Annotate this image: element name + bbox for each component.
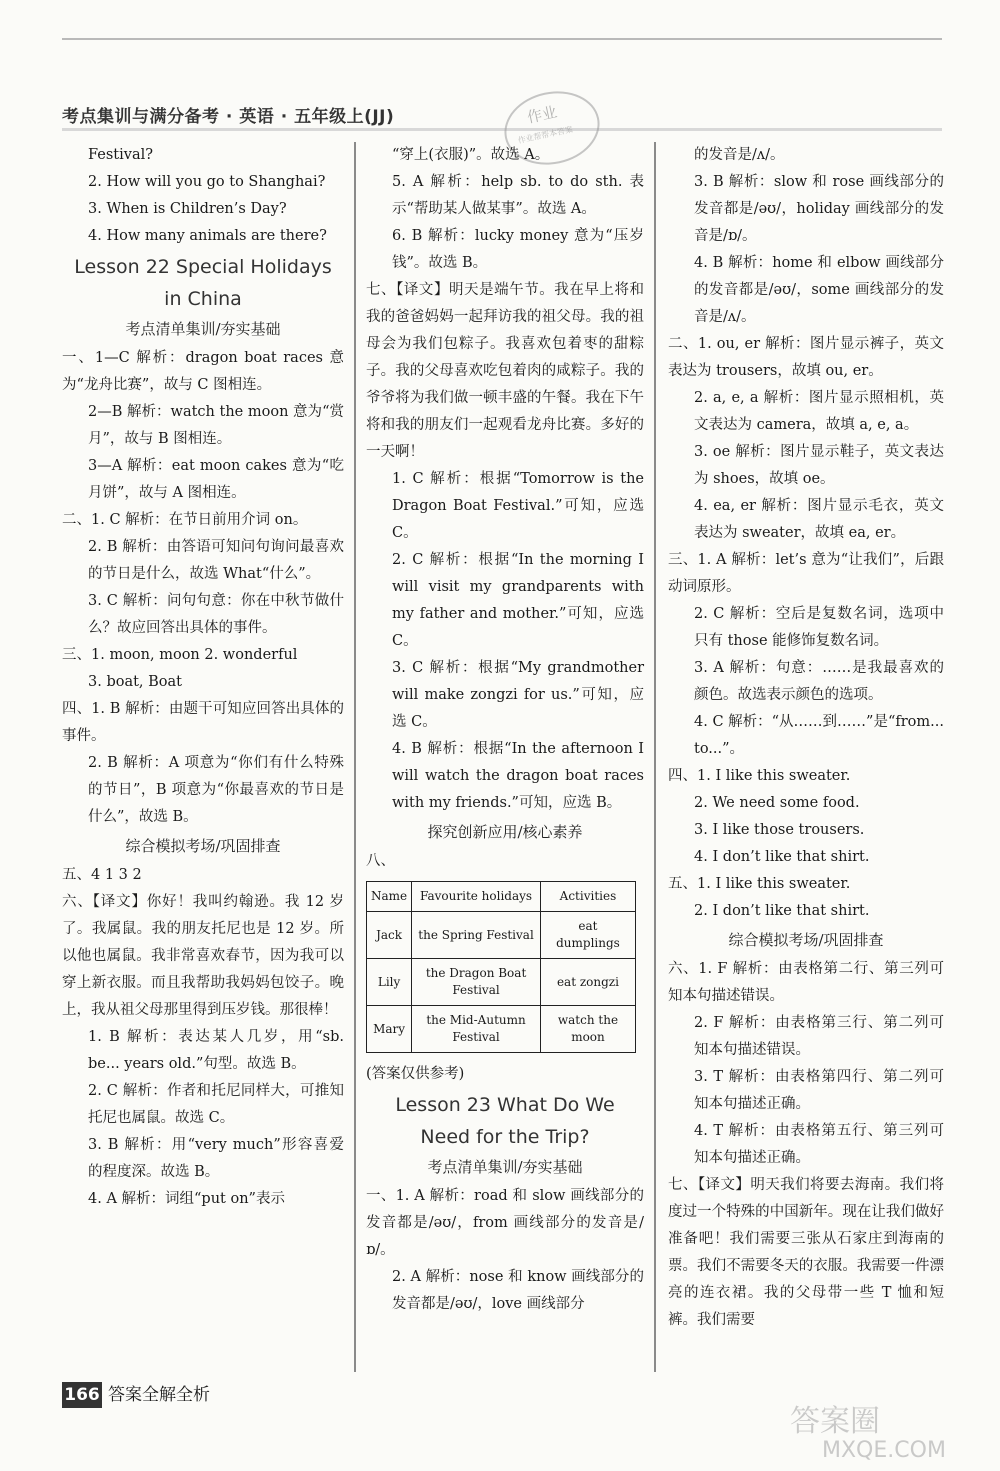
answer-line: 2. B 解析：由答语可知问句询问最喜欢的节日是什么，故选 What“什么”。	[88, 539, 344, 582]
answer-line: 5. A 解析：help sb. to do sth. 表示“帮助某人做某事”。故选 A。	[392, 174, 644, 217]
answer-line: 3—A 解析：eat moon cakes 意为“吃月饼”，故与 A 图相连。	[88, 458, 344, 501]
table-cell: Mary	[367, 1006, 412, 1053]
table-header: Name	[367, 882, 412, 912]
table-cell: the Mid-Autumn Festival	[412, 1006, 541, 1053]
running-title: 考点集训与满分备考 · 英语 · 五年级上(JJ)	[62, 107, 395, 127]
answer-line: 2. We need some food.	[694, 795, 860, 811]
answer-line: 四、1. I like this sweater.	[668, 768, 851, 784]
table-row	[367, 912, 636, 959]
answer-line: 2. A 解析：nose 和 know 画线部分的发音都是/əʊ/，love 画线部分	[392, 1269, 644, 1312]
table-header: Favourite holidays	[412, 882, 541, 912]
top-rule	[62, 38, 942, 40]
answer-line: 1. C 解析：根据“Tomorrow is the Dragon Boat Festival.”可知，应选 C。	[392, 471, 644, 541]
answer-line: 3. When is Children’s Day?	[88, 201, 287, 217]
stamp-title: 作业	[525, 102, 559, 127]
table-cell: Jack	[367, 912, 412, 959]
stamp-subtitle: 作业帮帮本答案	[516, 124, 574, 146]
answer-line: 3. C 解析：问句句意：你在中秋节做什么？故应回答出具体的事件。	[88, 593, 344, 636]
column-middle	[366, 142, 644, 1318]
answer-line: 2. I don’t like that shirt.	[694, 903, 870, 919]
answer-line: 二、1. C 解析：在节日前用介词 on。	[62, 512, 308, 528]
translation-paragraph: 七、【译文】明天是端午节。我在早上将和我的爸爸妈妈一起拜访我的祖父母。我的祖母会为我们包粽子。我喜欢包着枣的甜粽子。我的父母喜欢吃包着肉的咸粽子。我的爷爷将为我们做一顿丰盛的午餐。我在下午将和我的朋友们一起观看龙舟比赛。多好的一天啊！	[366, 282, 644, 460]
answer-line: “穿上(衣服)”。故选 A。	[392, 147, 550, 163]
section-heading: 考点清单集训/夯实基础	[427, 1158, 583, 1176]
header-rule	[62, 128, 942, 131]
answer-line: 2. C 解析：作者和托尼同样大，可推知托尼也属鼠。故选 C。	[88, 1083, 344, 1126]
table-cell: Lily	[367, 959, 412, 1006]
holiday-table	[366, 881, 636, 1053]
table-cell: eat dumplings	[540, 912, 635, 959]
lesson-title: Lesson 23 What Do We	[395, 1094, 615, 1116]
answer-line: 3. oe 解析：图片显示鞋子，英文表达为 shoes，故填 oe。	[694, 444, 944, 487]
answer-line: 3. A 解析：句意：……是我最喜欢的颜色。故选表示颜色的选项。	[694, 660, 944, 703]
answer-line: 2. How will you go to Shanghai?	[88, 174, 326, 190]
answer-line: 2. B 解析：A 项意为“你们有什么特殊的节日”，B 项意为“你最喜欢的节日是什么”，故选 B。	[88, 755, 344, 825]
answer-line: 3. I like those trousers.	[694, 822, 865, 838]
answer-line: 六、1. F 解析：由表格第二行、第三列可知本句描述错误。	[668, 961, 944, 1004]
translation-paragraph: 七、【译文】明天我们将要去海南。我们将度过一个特殊的中国新年。现在让我们做好准备吧！我们需要三张从石家庄到海南的票。我们不需要冬天的衣服。我需要一件漂亮的连衣裙。我的父母带一些 T 恤和短裤。我们需要	[668, 1177, 944, 1328]
answer-line: 6. B 解析：lucky money 意为“压岁钱”。故选 B。	[392, 228, 644, 271]
running-header	[62, 102, 942, 134]
answer-line: 五、1. I like this sweater.	[668, 876, 851, 892]
table-cell: the Spring Festival	[412, 912, 541, 959]
answer-line: 1. B 解析：表达某人几岁，用“sb. be... years old.”句型。故选 B。	[88, 1029, 344, 1072]
column-divider	[654, 142, 656, 1372]
answer-line: 2—B 解析：watch the moon 意为“赏月”，故与 B 图相连。	[88, 404, 344, 447]
section-heading: 综合模拟考场/巩固排查	[728, 931, 884, 949]
column-right	[668, 142, 944, 1334]
answer-line: 3. C 解析：根据“My grandmother will make zongzi for us.”可知，应选 C。	[392, 660, 644, 730]
answer-line: 2. a, e, a 解析：图片显示照相机，英文表达为 camera，故填 a, e, a。	[694, 390, 944, 433]
lesson-title: Lesson 22 Special Holidays	[74, 256, 332, 278]
answer-line: 2. C 解析：根据“In the morning I will visit my grandparents with my father and mother.”可知，应选 C。	[392, 552, 644, 649]
answer-line: 2. F 解析：由表格第三行、第二列可知本句描述错误。	[694, 1015, 944, 1058]
answer-line: 2. C 解析：空后是复数名词，选项中只有 those 能修饰复数名词。	[694, 606, 944, 649]
lesson-title-cont: Need for the Trip?	[420, 1126, 590, 1148]
table-row	[367, 959, 636, 1006]
table-cell: the Dragon Boat Festival	[412, 959, 541, 1006]
section-heading: 探究创新应用/核心素养	[427, 823, 583, 841]
answer-line: 4. C 解析：“从……到……”是“from... to...”。	[694, 714, 944, 757]
answer-line: 三、1. A 解析：let’s 意为“让我们”，后跟动词原形。	[668, 552, 944, 595]
reference-note: (答案仅供参考)	[366, 1066, 465, 1082]
answer-line: 3. B 解析：slow 和 rose 画线部分的发音都是/əʊ/，holiday 画线部分的发音是/ɒ/。	[694, 174, 944, 244]
answer-line: Festival?	[88, 147, 154, 163]
answer-line: 二、1. ou, er 解析：图片显示裤子，英文表达为 trousers，故填 ou, er。	[668, 336, 944, 379]
answer-line: 3. B 解析：用“very much”形容喜爱的程度深。故选 B。	[88, 1137, 344, 1180]
table-cell: watch the moon	[540, 1006, 635, 1053]
table-header-row	[367, 882, 636, 912]
section-heading: 考点清单集训/夯实基础	[125, 320, 281, 338]
answer-line: 4. I don’t like that shirt.	[694, 849, 870, 865]
page-number: 166	[62, 1382, 102, 1408]
column-left	[62, 142, 344, 1213]
table-cell: eat zongzi	[540, 959, 635, 1006]
watermark-logo: 答案圈	[790, 1404, 880, 1439]
answer-line: 一、1—C 解析：dragon boat races 意为“龙舟比赛”，故与 C 图相连。	[62, 350, 344, 393]
answer-line: 4. How many animals are there?	[88, 228, 327, 244]
question-number: 八、	[366, 853, 395, 869]
answer-line: 3. boat, Boat	[88, 674, 183, 690]
table-header: Activities	[540, 882, 635, 912]
footer-title: 答案全解全析	[108, 1385, 210, 1405]
answer-line: 的发音是/ʌ/。	[694, 147, 785, 163]
column-divider	[354, 142, 356, 1372]
answer-line: 4. ea, er 解析：图片显示毛衣，英文表达为 sweater，故填 ea, er。	[694, 498, 944, 541]
lesson-title-cont: in China	[164, 288, 242, 310]
answer-line: 4. T 解析：由表格第五行、第三列可知本句描述正确。	[694, 1123, 944, 1166]
watermark-url: MXQE.COM	[822, 1438, 946, 1463]
answer-line: 3. T 解析：由表格第四行、第二列可知本句描述正确。	[694, 1069, 944, 1112]
answer-line: 五、4 1 3 2	[62, 867, 142, 883]
answer-line: 四、1. B 解析：由题干可知应回答出具体的事件。	[62, 701, 344, 744]
answer-line: 一、1. A 解析：road 和 slow 画线部分的发音都是/əʊ/，from 画线部分的发音是/ɒ/。	[366, 1188, 644, 1258]
answer-line: 三、1. moon, moon 2. wonderful	[62, 647, 298, 663]
answer-line: 4. B 解析：home 和 elbow 画线部分的发音都是/əʊ/，some 画线部分的发音是/ʌ/。	[694, 255, 944, 325]
answer-line: 4. B 解析：根据“In the afternoon I will watch the dragon boat races with my friends.”可知，应选 B。	[392, 741, 644, 811]
answer-line: 4. A 解析：词组“put on”表示	[88, 1191, 285, 1207]
section-heading: 综合模拟考场/巩固排查	[125, 837, 281, 855]
translation-paragraph: 六、【译文】你好！我叫约翰逊。我 12 岁了。我属鼠。我的朋友托尼也是 12 岁。所以他也属鼠。我非常喜欢春节，因为我可以穿上新衣服。而且我帮助我妈妈包饺子。晚上，我从祖父母那里得到压岁钱。那很棒！	[62, 894, 344, 1018]
table-row	[367, 1006, 636, 1053]
